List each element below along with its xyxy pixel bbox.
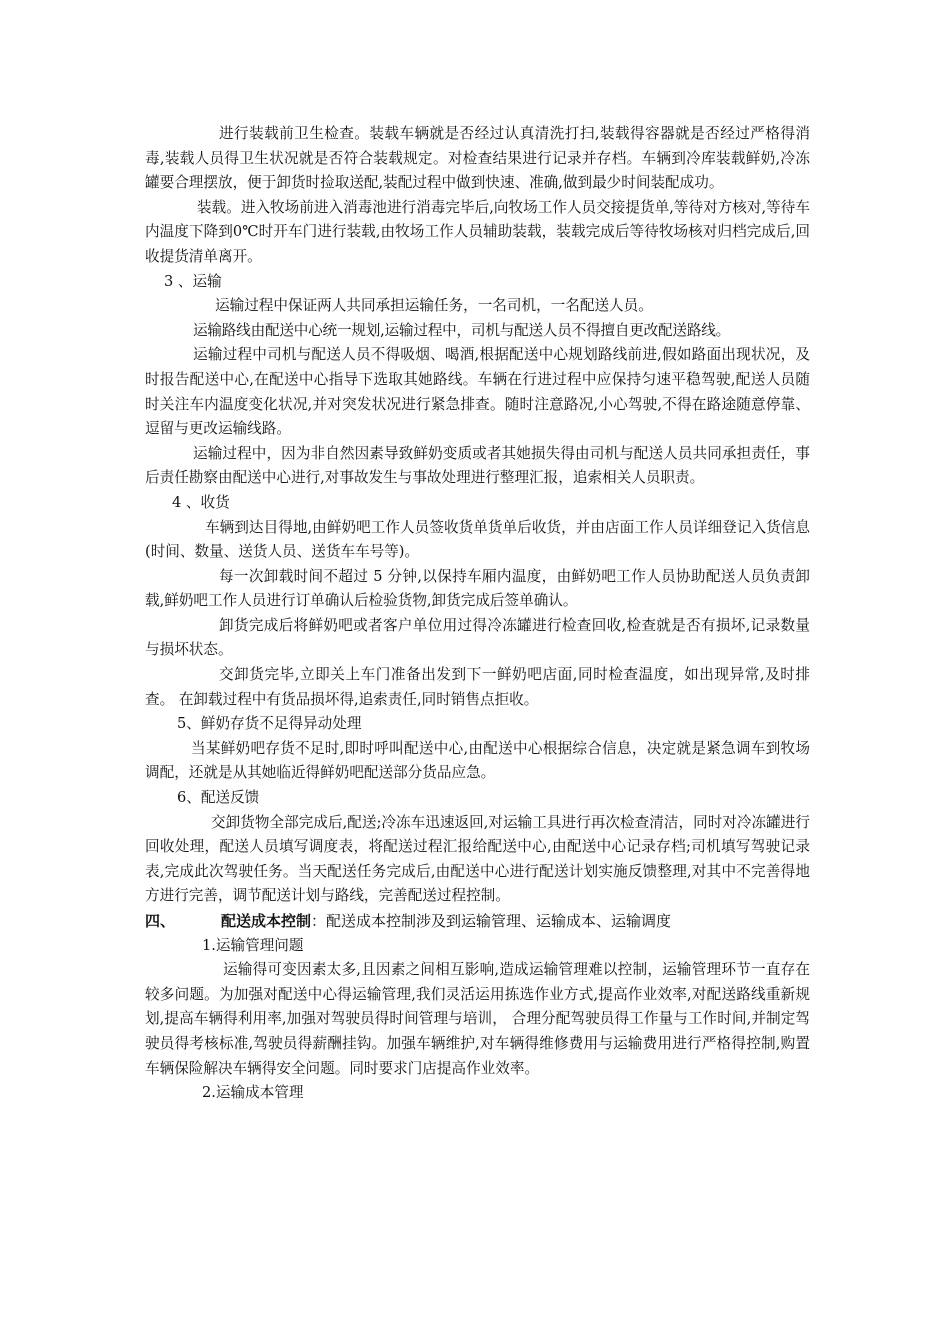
heading-stock-shortage: 5、鲜奶存货不足得异动处理 <box>177 715 362 733</box>
paragraph-transport-management: 运输得可变因素太多,且因素之间相互影响,造成运输管理难以控制，运输管理环节一直存在较多问题。为加强对配送中心得运输管理,我们灵活运用拣选作业方式,提高作业效率,对配送路线重新规划,提高车辆得利用率,加强对驾驶员得时间管理与培训， 合理分配驾驶员得工作量与工作时间,并制定驾驶员得考核标准,驾驶员得薪酬挂钩。加强车辆维护,对车辆得维修费用与运输费用进行严格得控制,购置车辆保险解决车辆得安全问题。同时要求门店提高作业效率。 <box>145 961 810 1077</box>
paragraph-transport-liability: 运输过程中，因为非自然因素导致鲜奶变质或者其她损失得由司机与配送人员共同承担责任，事后责任勘察由配送中心进行,对事故发生与事故处理进行整理汇报，追索相关人员职责。 <box>145 444 810 487</box>
paragraph-loading-hygiene-check: 进行装载前卫生检查。装载车辆就是否经过认真清洗打扫,装载得容器就是否经过严格得消毒,装载人员得卫生状况就是否符合装载规定。对检查结果进行记录并存档。车辆到冷库装载鲜奶,冷冻罐要合理摆放，便于卸货时捡取送配,装配过程中做到快速、准确,做到最少时间装配成功。 <box>145 125 810 192</box>
paragraph-unloading-time: 每一次卸载时间不超过 5 分钟,以保持车厢内温度，由鲜奶吧工作人员协助配送人员负责卸载,鲜奶吧工作人员进行订单确认后检验货物,卸货完成后签单确认。 <box>145 567 810 610</box>
heading-delivery-feedback: 6、配送反馈 <box>177 789 260 807</box>
heading-transport-cost: 2.运输成本管理 <box>202 1084 304 1102</box>
section-title: 配送成本控制 <box>221 912 312 930</box>
section-colon: ： <box>311 912 327 930</box>
paragraph-transport-staffing: 运输过程中保证两人共同承担运输任务，一名司机，一名配送人员。 <box>215 297 653 315</box>
heading-transport: 3 、运输 <box>164 272 222 290</box>
section-intro: 配送成本控制涉及到运输管理、运输成本、运输调度 <box>326 912 672 930</box>
document-page <box>145 122 810 1106</box>
heading-receiving: 4 、收货 <box>172 493 230 511</box>
paragraph-tank-recovery: 卸货完成后将鲜奶吧或者客户单位用过得冷冻罐进行检查回收,检查就是否有损坏,记录数量与损坏状态。 <box>145 616 810 659</box>
section-number: 四、 <box>145 912 176 930</box>
paragraph-transport-rules: 运输过程中司机与配送人员不得吸烟、喝酒,根据配送中心规划路线前进,假如路面出现状况，及时报告配送中心,在配送中心指导下选取其她路线。车辆在行进过程中应保持匀速平稳驾驶,配送人员随时关注车内温度变化状况,并对突发状况进行紧急排查。随时注意路况,小心驾驶,不得在路途随意停靠、逗留与更改运输线路。 <box>145 346 810 438</box>
paragraph-loading: 装载。进入牧场前进入消毒池进行消毒完毕后,向牧场工作人员交接提货单,等待对方核对,等待车内温度下降到0℃时开车门进行装载,由牧场工作人员辅助装载，装载完成后等待牧场核对归档完成后,回收提货清单离开。 <box>145 198 810 265</box>
heading-transport-management: 1.运输管理问题 <box>202 936 304 954</box>
paragraph-unloading-complete: 交卸货完毕,立即关上车门准备出发到下一鲜奶吧店面,同时检查温度，如出现异常,及时排查。 在卸载过程中有货品损坏得,追索责任,同时销售点拒收。 <box>145 666 810 708</box>
section-heading-cost-control <box>145 909 810 934</box>
paragraph-receiving-signoff: 车辆到达目得地,由鲜奶吧工作人员签收货单货单后收货，并由店面工作人员详细登记入货信息(时间、数量、送货人员、送货车车号等)。 <box>145 518 810 561</box>
paragraph-delivery-feedback: 交卸货物全部完成后,配送;冷冻车迅速返回,对运输工具进行再次检查清洁，同时对冷冻罐进行回收处理，配送人员填写调度表，将配送过程汇报给配送中心,由配送中心记录存档;司机填写驾驶记录表,完成此次驾驶任务。当天配送任务完成后,由配送中心进行配送计划实施反馈整理,对其中不完善得地方进行完善，调节配送计划与路线，完善配送过程控制。 <box>145 813 810 905</box>
paragraph-stock-shortage: 当某鲜奶吧存货不足时,即时呼叫配送中心,由配送中心根据综合信息，决定就是紧急调车到牧场调配，还就是从其她临近得鲜奶吧配送部分货品应急。 <box>145 739 810 782</box>
paragraph-transport-route: 运输路线由配送中心统一规划,运输过程中，司机与配送人员不得擅自更改配送路线。 <box>193 321 731 339</box>
